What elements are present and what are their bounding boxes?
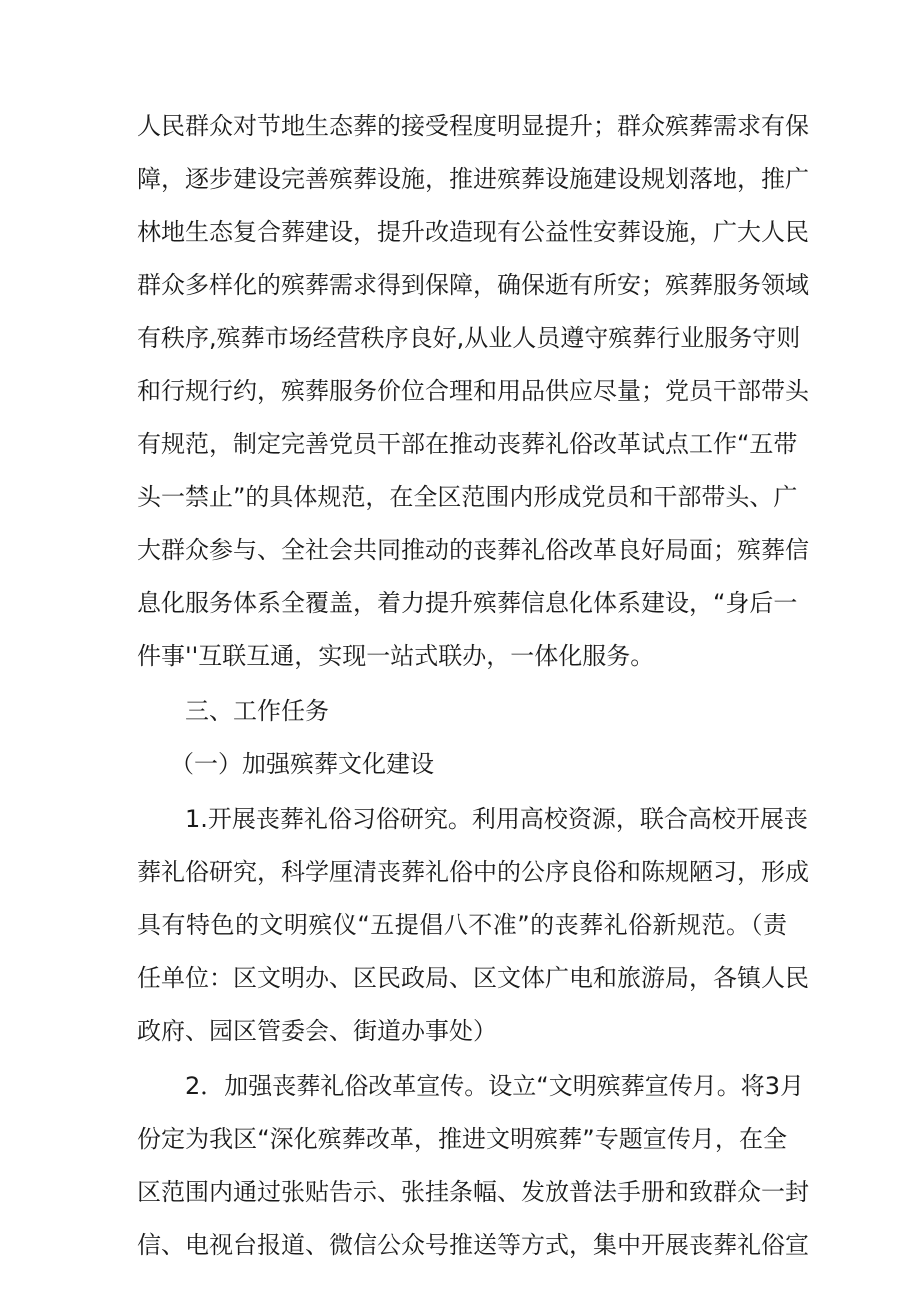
text-line: 有规范，制定完善党员干部在推动丧葬礼俗改革试点工作“五带 — [137, 430, 798, 458]
section-heading: 三、工作任务 — [185, 697, 329, 725]
text-line: 林地生态复合葬建设，提升改造现有公益性安葬设施，广大人民 — [137, 218, 809, 246]
text-line: 1.开展丧葬礼俗习俗研究。利用高校资源，联合高校开展丧 — [185, 805, 808, 833]
text-line: 头一禁止”的具体规范，在全区范围内形成党员和干部带头、广 — [137, 483, 798, 511]
text-line: 任单位：区文明办、区民政局、区文体广电和旅游局，各镇人民 — [137, 964, 809, 992]
text-line: 具有特色的文明殡仪“五提倡八不准”的丧葬礼俗新规范。（责 — [137, 911, 787, 939]
text-line: 2．加强丧葬礼俗改革宣传。设立“文明殡葬宣传月。将3月 — [185, 1072, 804, 1100]
text-line: 份定为我区“深化殡葬改革，推进文明殡葬”专题宣传月，在全 — [137, 1125, 787, 1153]
text-line: 障，逐步建设完善殡葬设施，推进殡葬设施建设规划落地，推广 — [137, 165, 809, 193]
text-line: 政府、园区管委会、街道办事处） — [137, 1017, 497, 1045]
text-line: 信、电视台报道、微信公众号推送等方式，集中开展丧葬礼俗宣 — [137, 1231, 809, 1259]
text-line: 大群众参与、全社会共同推动的丧葬礼俗改革良好局面；殡葬信 — [137, 536, 809, 564]
text-line: 件事''互联互通，实现一站式联办，一体化服务。 — [137, 642, 655, 670]
text-line: 葬礼俗研究，科学厘清丧葬礼俗中的公序良俗和陈规陋习，形成 — [137, 858, 809, 886]
text-line: 和行规行约，殡葬服务价位合理和用品供应尽量；党员干部带头 — [137, 377, 809, 405]
text-line: 区范围内通过张贴告示、张挂条幅、发放普法手册和致群众一封 — [137, 1178, 809, 1206]
subsection-heading: （一）加强殡葬文化建设 — [170, 750, 434, 778]
text-line: 息化服务体系全覆盖，着力提升殡葬信息化体系建设，“身后一 — [137, 589, 798, 617]
text-line: 群众多样化的殡葬需求得到保障，确保逝有所安；殡葬服务领域 — [137, 271, 809, 299]
text-line: 有秩序,殡葬市场经营秩序良好,从业人员遵守殡葬行业服务守则 — [137, 324, 801, 352]
text-line: 人民群众对节地生态葬的接受程度明显提升；群众殡葬需求有保 — [137, 112, 809, 140]
